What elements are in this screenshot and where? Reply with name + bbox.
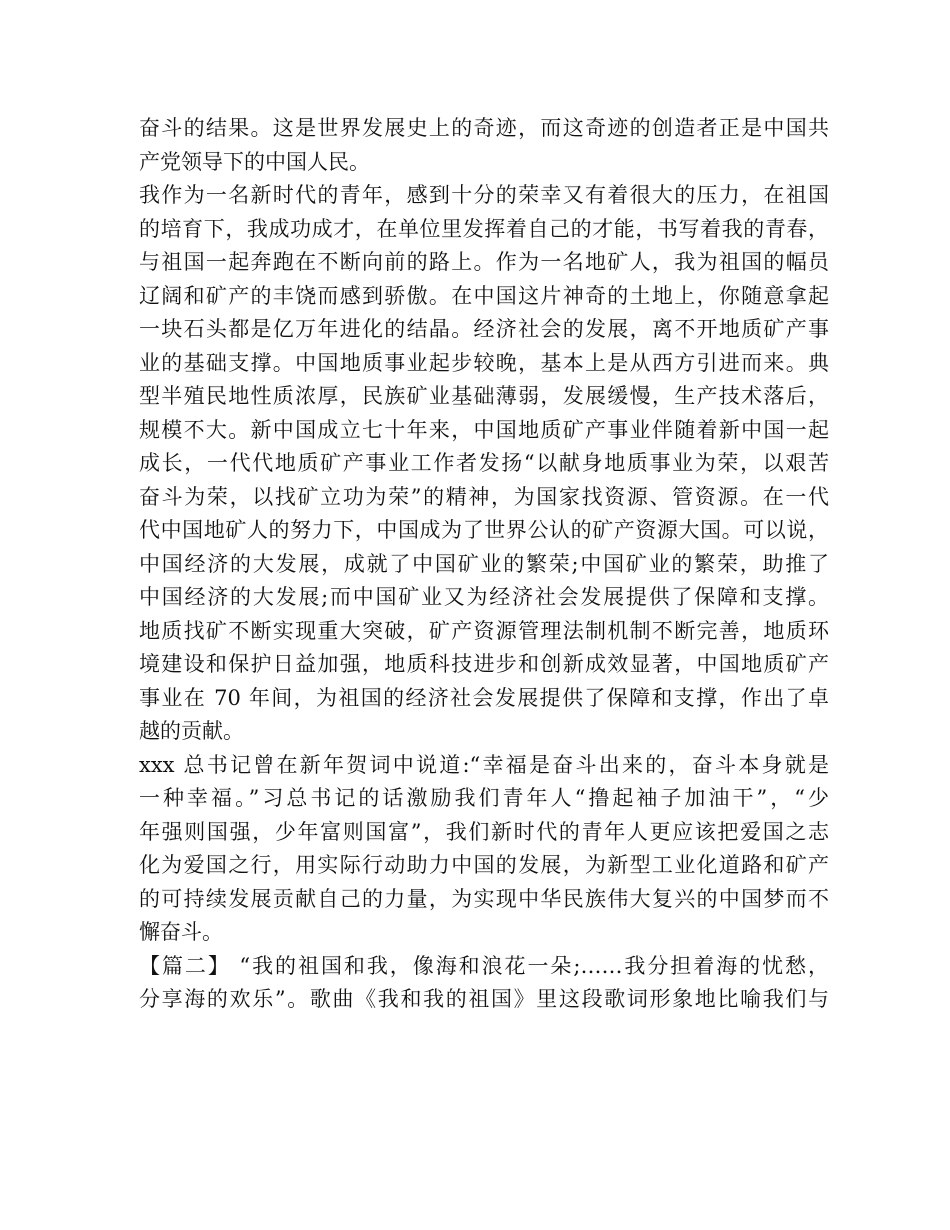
text-line: 地质找矿不断实现重大突破，矿产资源管理法制机制不断完善，地质环 — [139, 618, 829, 643]
text-line: 一种幸福。”习总书记的话激励我们青年人“撸起袖子加油干”，“少 — [139, 786, 829, 810]
text-line: 奋斗的结果。这是世界发展史上的奇迹，而这奇迹的创造者正是中国共 — [139, 116, 829, 140]
text-line: 的培育下，我成功成才，在单位里发挥着自己的才能，书写着我的青春， — [139, 216, 829, 241]
text-line: 事业在 70 年间，为祖国的经济社会发展提供了保障和支撑，作出了卓 — [139, 685, 829, 710]
text-line: 辽阔和矿产的丰饶而感到骄傲。在中国这片神奇的土地上，你随意拿起 — [139, 283, 829, 308]
text-line: 懈奋斗。 — [139, 920, 223, 944]
text-line: 越的贡献。 — [139, 719, 244, 743]
text-line: 分享海的欢乐”。歌曲《我和我的祖国》里这段歌词形象地比喻我们与 — [139, 987, 829, 1011]
body-text — [139, 112, 829, 1017]
text-line: 产党领导下的中国人民。 — [139, 149, 370, 174]
text-line: 成长，一代代地质矿产事业工作者发扬“以献身地质事业为荣，以艰苦 — [139, 451, 829, 475]
text-line: 型半殖民地性质浓厚，民族矿业基础薄弱，发展缓慢，生产技术落后， — [139, 384, 829, 408]
text-line: 化为爱国之行，用实际行动助力中国的发展，为新型工业化道路和矿产 — [139, 853, 829, 877]
text-line: 与祖国一起奔跑在不断向前的路上。作为一名地矿人，我为祖国的幅员 — [139, 250, 829, 274]
text-line: 中国经济的大发展;而中国矿业又为经济社会发展提供了保障和支撑。 — [139, 585, 829, 609]
text-line: 我作为一名新时代的青年，感到十分的荣幸又有着很大的压力，在祖国 — [139, 183, 829, 207]
text-line: 境建设和保护日益加强，地质科技进步和创新成效显著，中国地质矿产 — [139, 652, 829, 676]
text-line: 业的基础支撑。中国地质事业起步较晚，基本上是从西方引进而来。典 — [139, 350, 829, 375]
text-line: 代中国地矿人的努力下，中国成为了世界公认的矿产资源大国。可以说， — [139, 518, 829, 542]
text-line: 规模不大。新中国成立七十年来，中国地质矿产事业伴随着新中国一起 — [139, 417, 829, 442]
text-line: xxx 总书记曾在新年贺词中说道:“幸福是奋斗出来的，奋斗本身就是 — [139, 752, 829, 777]
text-line: 【篇二】 “我的祖国和我，像海和浪花一朵;……我分担着海的忧愁， — [139, 953, 829, 978]
text-line: 的可持续发展贡献自己的力量，为实现中华民族伟大复兴的中国梦而不 — [139, 886, 829, 911]
text-line: 奋斗为荣，以找矿立功为荣”的精神，为国家找资源、管资源。在一代 — [139, 484, 829, 509]
text-line: 一块石头都是亿万年进化的结晶。经济社会的发展，离不开地质矿产事 — [139, 317, 829, 341]
text-line: 年强则国强，少年富则国富”，我们新时代的青年人更应该把爱国之志 — [139, 819, 829, 844]
text-line: 中国经济的大发展，成就了中国矿业的繁荣;中国矿业的繁荣，助推了 — [139, 551, 829, 576]
